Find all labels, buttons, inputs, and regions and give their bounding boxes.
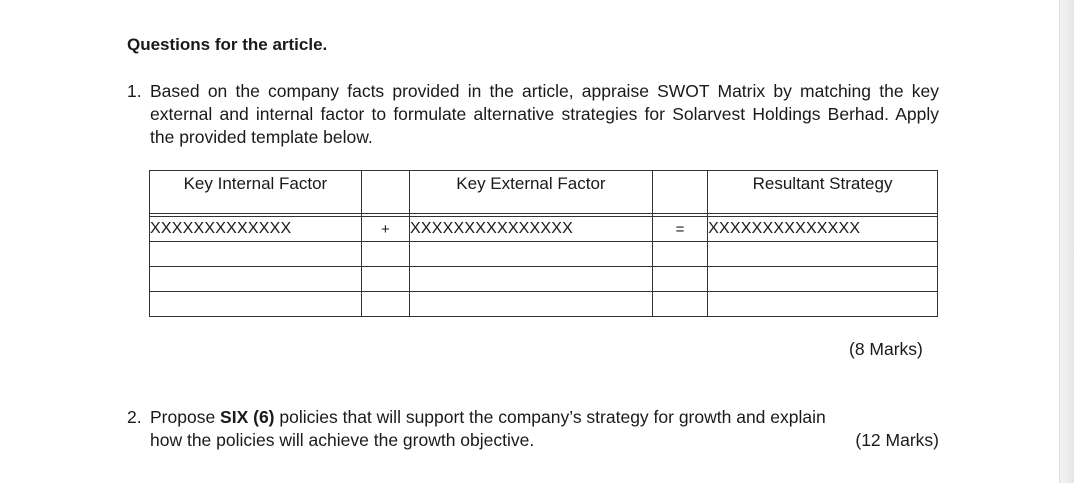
question-1-marks: (8 Marks): [849, 339, 923, 359]
header-resultant-strategy: Resultant Strategy: [708, 171, 938, 214]
question-2-line-2-text: how the policies will achieve the growth objective.: [150, 430, 535, 450]
question-2-number: 2.: [127, 407, 142, 427]
table-header-row: [150, 171, 938, 214]
table-row: [150, 242, 938, 267]
page-edge: [1059, 0, 1074, 483]
header-blank-operator: [361, 171, 409, 214]
question-2-line-1-rest: policies that will support the company’s strategy for growth and explain: [274, 407, 826, 427]
question-2: [127, 406, 939, 452]
question-2-text: [150, 406, 939, 452]
question-2-line-1: [150, 406, 939, 429]
swot-template-table: [149, 170, 938, 317]
cell-equals-sign: =: [652, 217, 707, 242]
questions-heading: Questions for the article.: [127, 35, 328, 54]
question-2-marks: (12 Marks): [855, 430, 939, 450]
table-row-example: [150, 217, 938, 242]
table-row: [150, 267, 938, 292]
header-blank-equals: [652, 171, 707, 214]
question-2-count-emphasis: SIX (6): [220, 407, 275, 427]
table-row: [150, 292, 938, 317]
cell-plus-sign: +: [361, 217, 409, 242]
question-1-number: 1.: [127, 81, 142, 101]
question-1-text: Based on the company facts provided in the article, appraise SWOT Matrix by matching the key external and internal factor to formulate alternative strategies for Solarvest Holdings Berhad. Apply the provided template below.: [150, 81, 939, 147]
cell-internal-placeholder: XXXXXXXXXXXXX: [150, 217, 362, 242]
cell-strategy-placeholder: XXXXXXXXXXXXXX: [708, 217, 938, 242]
cell-external-placeholder: XXXXXXXXXXXXXXX: [409, 217, 652, 242]
question-1: [127, 80, 939, 149]
question-2-line-2: [150, 429, 939, 452]
header-key-internal-factor: Key Internal Factor: [150, 171, 362, 214]
header-key-external-factor: Key External Factor: [409, 171, 652, 214]
question-2-prefix: Propose: [150, 407, 221, 427]
